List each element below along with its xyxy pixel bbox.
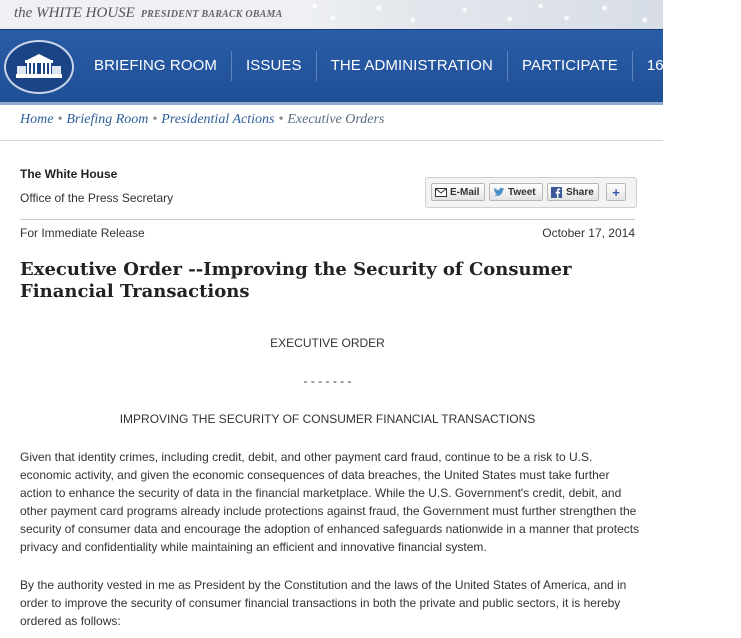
divider — [0, 140, 663, 141]
more-share-button[interactable]: + — [606, 183, 626, 201]
breadcrumb-current: Executive Orders — [287, 112, 385, 127]
source-organization: The White House — [20, 167, 118, 181]
brand-subtitle: PRESIDENT BARACK OBAMA — [140, 9, 283, 20]
breadcrumb-briefing-room[interactable]: Briefing Room — [66, 112, 149, 127]
tweet-button[interactable] — [489, 183, 543, 201]
twitter-bird-icon — [493, 187, 505, 198]
masthead — [0, 0, 663, 29]
site-logo-text[interactable] — [14, 5, 283, 22]
breadcrumb — [20, 112, 384, 128]
facebook-share-label: Share — [566, 187, 594, 198]
breadcrumb-presidential-actions[interactable]: Presidential Actions — [161, 112, 275, 127]
envelope-icon — [435, 187, 447, 198]
divider — [20, 219, 635, 220]
body-paragraph-2: By the authority vested in me as President by the Constitution and the laws of the United States of America, and in order to improve the security of consumer financial transactions in both the private and public sectors, it is hereby ordered as follows: — [20, 578, 627, 628]
email-share-button[interactable] — [431, 183, 485, 201]
release-label: For Immediate Release — [20, 226, 145, 240]
facebook-share-button[interactable] — [547, 183, 599, 201]
main-navigation — [0, 29, 727, 105]
section-divider: - - - - - - - — [303, 374, 352, 388]
breadcrumb-home[interactable]: Home — [20, 112, 54, 127]
nav-briefing-room[interactable]: BRIEFING ROOM — [94, 57, 217, 74]
page-title: Executive Order --Improving the Security of Consumer Financial Transactions — [20, 259, 572, 302]
nav-1600-penn[interactable]: 1600 PENN — [632, 51, 741, 81]
email-share-label: E-Mail — [450, 187, 480, 198]
breadcrumb-separator: • — [152, 112, 158, 127]
tweet-label: Tweet — [508, 187, 536, 198]
nav-issues[interactable]: ISSUES — [231, 51, 316, 81]
facebook-icon — [551, 187, 563, 198]
flag-banner: ✶ ✶ ✶ ✶ ✶ ✶ ✶ ✶ ✶ ✶ — [300, 0, 663, 29]
share-toolbar — [425, 177, 637, 208]
nav-the-administration[interactable]: THE ADMINISTRATION — [316, 51, 507, 81]
body-paragraph-1: Given that identity crimes, including credit, debit, and other payment card fraud, continue to be a risk to U.S. economic activity, and given the economic consequences of data breaches, the United States must take further action to enhance the security of data in the financial marketplace. While the U.S. Government's credit, debit, and other payment card programs already include protections against fraud, the Government must further strengthen the security of consumer data and encourage the adoption of enhanced safeguards nationwide in a manner that protects privacy and confidentiality while maintaining an efficient and innovative financial system. — [20, 450, 640, 554]
brand-name: the WHITE HOUSE — [14, 5, 135, 21]
source-office: Office of the Press Secretary — [20, 191, 174, 205]
release-date: October 17, 2014 — [542, 226, 635, 240]
order-subheading: IMPROVING THE SECURITY OF CONSUMER FINANCIAL TRANSACTIONS — [119, 412, 536, 426]
order-heading: EXECUTIVE ORDER — [270, 336, 385, 350]
nav-participate[interactable]: PARTICIPATE — [507, 51, 632, 81]
white-house-seal-icon[interactable] — [4, 40, 74, 94]
breadcrumb-separator: • — [278, 112, 284, 127]
breadcrumb-separator: • — [57, 112, 63, 127]
